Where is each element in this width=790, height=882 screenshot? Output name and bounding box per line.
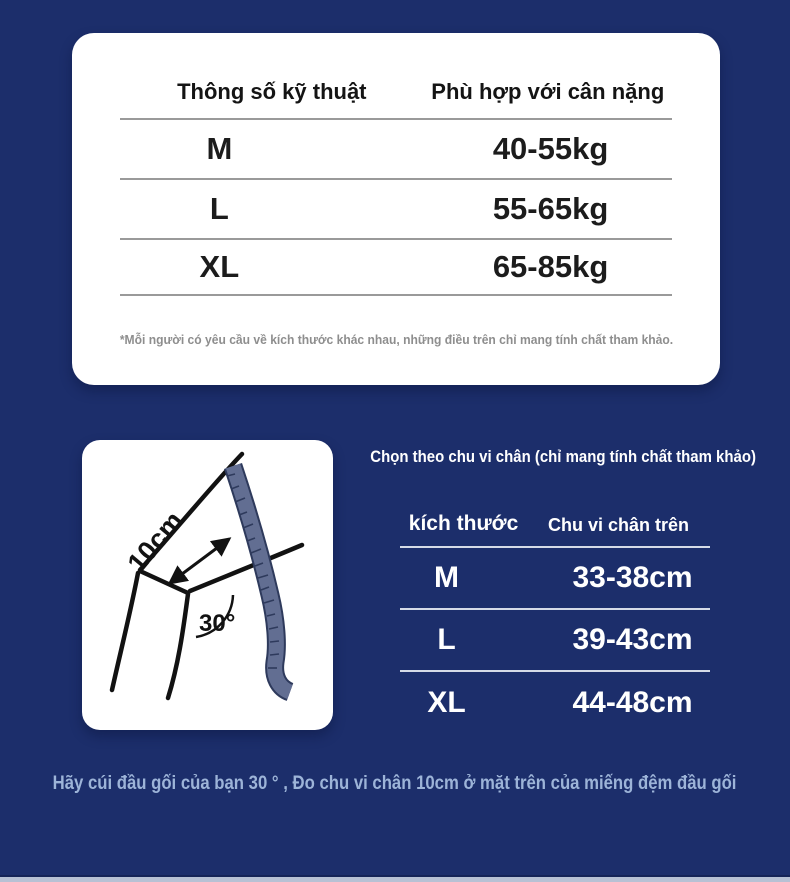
knee-diagram-card bbox=[82, 440, 333, 730]
bottom-strip bbox=[0, 877, 790, 882]
circumference-value: 39-43cm bbox=[572, 623, 693, 656]
table-row bbox=[400, 548, 710, 610]
knee-diagram-svg bbox=[82, 440, 333, 730]
size-label: M bbox=[206, 131, 233, 166]
table-row bbox=[120, 180, 672, 240]
weight-value: 55-65kg bbox=[492, 191, 609, 226]
weight-header-spec: Thông số kỹ thuật bbox=[177, 79, 367, 104]
size-label: M bbox=[434, 561, 459, 594]
circumference-table bbox=[400, 495, 710, 734]
circumference-title-text: Chọn theo chu vi chân (chỉ mang tính chất tham khảo) bbox=[370, 447, 756, 466]
circumference-value: 44-48cm bbox=[572, 686, 693, 719]
measurement-instruction-text: Hãy cúi đầu gối của bạn 30 ° , Đo chu vi chân 10cm ở mặt trên của miếng đệm đầu gối bbox=[53, 773, 737, 794]
weight-header-range: Phù hợp với cân nặng bbox=[431, 79, 665, 104]
circumference-value: 33-38cm bbox=[572, 561, 693, 594]
table-row bbox=[120, 240, 672, 296]
table-row bbox=[400, 610, 710, 672]
measure-label: 10cm bbox=[121, 505, 189, 578]
measuring-tape bbox=[227, 466, 290, 692]
size-label: XL bbox=[199, 249, 240, 284]
circ-header-range: Chu vi chân trên bbox=[548, 515, 690, 535]
weight-table bbox=[120, 33, 672, 296]
weight-value: 65-85kg bbox=[492, 249, 609, 284]
weight-footnote bbox=[72, 296, 720, 382]
measurement-instruction bbox=[0, 773, 790, 795]
size-label: L bbox=[209, 191, 229, 226]
size-label: XL bbox=[427, 686, 466, 719]
size-label: L bbox=[437, 623, 456, 656]
weight-footnote-text: *Mỗi người có yêu cầu về kích thước khác nhau, những điều trên chỉ mang tính chất tham khảo. bbox=[119, 331, 673, 347]
weight-size-card bbox=[72, 33, 720, 385]
weight-table-header bbox=[120, 33, 672, 120]
circumference-title bbox=[336, 447, 790, 467]
weight-value: 40-55kg bbox=[492, 131, 609, 166]
table-row bbox=[400, 672, 710, 734]
angle-label: 30° bbox=[199, 610, 236, 637]
circumference-table-header bbox=[400, 495, 710, 548]
circ-header-size: kích thước bbox=[408, 512, 519, 535]
table-row bbox=[120, 120, 672, 180]
